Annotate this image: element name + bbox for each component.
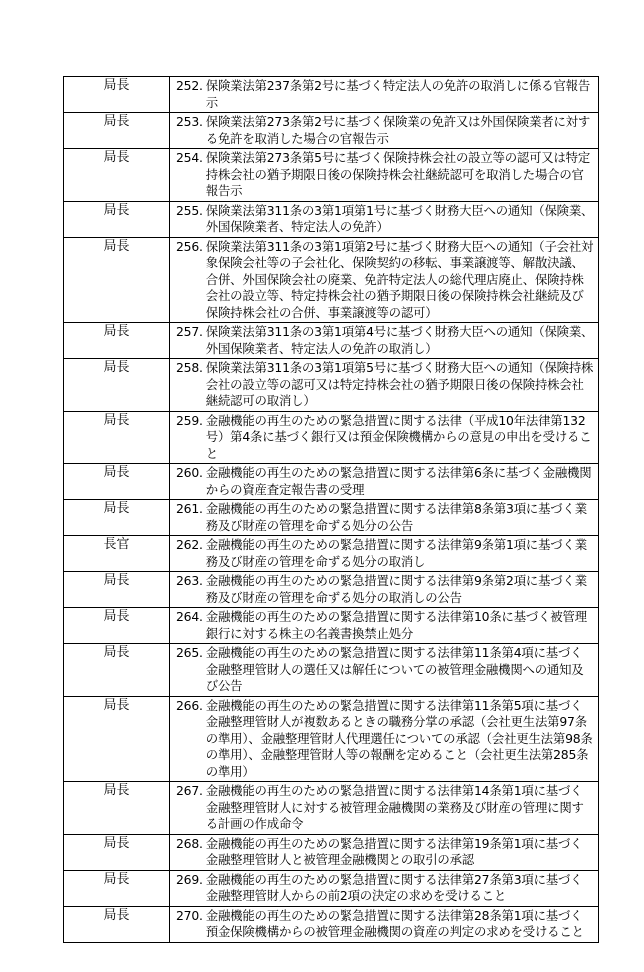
table-row [64,644,599,697]
item-cell [170,536,599,572]
table-row [64,201,599,237]
item-cell [170,411,599,464]
item-cell [170,464,599,500]
authority-cell: 局長 [64,464,170,500]
item-cell [170,782,599,835]
item-cell [170,77,599,113]
authority-cell: 局長 [64,870,170,906]
table-row [64,359,599,412]
item-content [170,113,598,148]
item-content [170,359,598,411]
item-number: 263. [176,573,203,588]
item-content [170,782,598,834]
item-content [170,412,598,464]
item-content [170,644,598,696]
item-number: 267. [176,783,203,798]
item-cell [170,608,599,644]
item-description: 保険業法第273条第2号に基づく保険業の免許又は外国保険業者に対する免許を取消した場合の官報告示 [205,114,591,146]
table-row [64,782,599,835]
authority-cell: 局長 [64,237,170,323]
item-description: 保険業法第237条第2号に基づく特定法人の免許の取消しに係る官報告示 [205,78,591,110]
item-content [170,835,598,870]
item-content [170,907,598,942]
delegation-table [63,76,599,943]
table-row [64,572,599,608]
item-number: 260. [176,465,203,480]
item-content [170,572,598,607]
table-row [64,696,599,782]
table-row [64,323,599,359]
item-number: 266. [176,697,203,713]
authority-cell: 局長 [64,149,170,202]
item-number: 269. [176,871,203,887]
item-description: 金融機能の再生のための緊急措置に関する法律第27条第3項に基づく金融整理管財人からの前2項の決定の求めを受けること [205,871,583,903]
document-page [63,76,597,943]
table-row [64,113,599,149]
table-body [64,77,599,943]
authority-cell: 局長 [64,834,170,870]
item-content [170,608,598,643]
table-row [64,237,599,323]
authority-cell: 局長 [64,77,170,113]
item-cell [170,149,599,202]
item-description: 保険業法第311条の3第1項第2号に基づく財務大臣への通知（子会社対象保険会社等の子会社化、保険契約の移転、事業譲渡等、解散決議、合併、外国保険会社の廃業、免許特定法人の総代理店廃止、保険持株会社の設立等、特定持株会社の猶予期限日後の保険持株会社継続及び保険持株会社の合併、事業譲渡等の認可） [205,238,594,320]
authority-cell: 局長 [64,572,170,608]
table-row [64,500,599,536]
authority-cell: 局長 [64,696,170,782]
table-row [64,77,599,113]
item-description: 金融機能の再生のための緊急措置に関する法律第9条第2項に基づく業務及び財産の管理を命ずる処分の取消しの公告 [205,573,587,605]
item-description: 保険業法第311条の3第1項第4号に基づく財務大臣への通知（保険業、外国保険業者、特定法人の免許の取消し） [205,324,594,356]
item-content [170,149,598,201]
item-description: 金融機能の再生のための緊急措置に関する法律（平成10年法律第132号）第4条に基づく銀行又は預金保険機構からの意見の申出を受けること [205,412,592,461]
item-description: 金融機能の再生のための緊急措置に関する法律第11条第5項に基づく金融整理管財人が複数あるときの職務分掌の承認（会社更生法第97条の準用）、金融整理管財人代理選任についての承認（会社更生法第98条の準用）、金融整理管財人等の報酬を定めること（会社更生法第285条の準用） [205,697,593,779]
table-row [64,464,599,500]
item-cell [170,323,599,359]
item-number: 270. [176,907,203,923]
authority-cell: 局長 [64,644,170,697]
item-description: 金融機能の再生のための緊急措置に関する法律第10条に基づく被管理銀行に対する株主の名義書換禁止処分 [205,609,587,641]
authority-cell: 局長 [64,608,170,644]
item-cell [170,237,599,323]
authority-cell: 局長 [64,201,170,237]
authority-cell: 局長 [64,411,170,464]
item-cell [170,644,599,697]
item-cell [170,359,599,412]
item-number: 252. [176,78,203,93]
table-row [64,536,599,572]
item-description: 金融機能の再生のための緊急措置に関する法律第9条第1項に基づく業務及び財産の管理を命ずる処分の取消し [205,537,587,569]
item-number: 264. [176,609,203,624]
table-row [64,149,599,202]
item-description: 金融機能の再生のための緊急措置に関する法律第11条第4項に基づく金融整理管財人の選任又は解任についての被管理金融機関への通知及び公告 [205,645,584,693]
item-content [170,238,598,323]
item-description: 金融機能の再生のための緊急措置に関する法律第28条第1項に基づく預金保険機構からの被管理金融機関の資産の判定の求めを受けること [205,907,584,939]
item-number: 256. [176,238,203,254]
item-number: 255. [176,202,203,218]
item-number: 265. [176,645,203,660]
item-cell [170,500,599,536]
item-content [170,464,598,499]
item-number: 257. [176,324,203,339]
table-row [64,870,599,906]
table-row [64,608,599,644]
item-number: 262. [176,537,203,552]
item-cell [170,113,599,149]
item-content [170,871,598,906]
item-description: 金融機能の再生のための緊急措置に関する法律第8条第3項に基づく業務及び財産の管理を命ずる処分の公告 [205,501,587,533]
item-number: 254. [176,150,203,165]
table-row [64,411,599,464]
table-row [64,906,599,942]
item-content [170,323,598,358]
item-description: 保険業法第273条第5号に基づく保険持株会社の設立等の認可又は特定持株会社の猶予期限日後の保険持株会社継続認可を取消した場合の官報告示 [205,150,591,198]
item-description: 保険業法第311条の3第1項第5号に基づく財務大臣への通知（保険持株会社の設立等の認可又は特定持株会社の猶予期限日後の保険持株会社継続認可の取消し） [205,360,594,408]
item-content [170,536,598,571]
item-cell [170,834,599,870]
item-number: 253. [176,114,203,129]
item-cell [170,870,599,906]
item-content [170,697,598,782]
authority-cell: 局長 [64,906,170,942]
authority-cell: 局長 [64,113,170,149]
item-number: 261. [176,501,203,516]
authority-cell: 長官 [64,536,170,572]
item-number: 258. [176,360,203,375]
authority-cell: 局長 [64,782,170,835]
item-content [170,202,598,237]
table-row [64,834,599,870]
item-cell [170,572,599,608]
item-cell [170,201,599,237]
item-cell [170,696,599,782]
authority-cell: 局長 [64,359,170,412]
authority-cell: 局長 [64,500,170,536]
item-description: 金融機能の再生のための緊急措置に関する法律第6条に基づく金融機関からの資産査定報告書の受理 [205,465,592,497]
item-description: 金融機能の再生のための緊急措置に関する法律第19条第1項に基づく金融整理管財人と被管理金融機関との取引の承認 [205,835,583,867]
item-content [170,500,598,535]
item-description: 金融機能の再生のための緊急措置に関する法律第14条第1項に基づく金融整理管財人に対する被管理金融機関の業務及び財産の管理に関する計画の作成命令 [205,783,584,831]
item-number: 259. [176,412,203,428]
item-number: 268. [176,835,203,851]
item-cell [170,906,599,942]
authority-cell: 局長 [64,323,170,359]
item-description: 保険業法第311条の3第1項第1号に基づく財務大臣への通知（保険業、外国保険業者、特定法人の免許） [205,202,594,234]
item-content [170,77,598,112]
